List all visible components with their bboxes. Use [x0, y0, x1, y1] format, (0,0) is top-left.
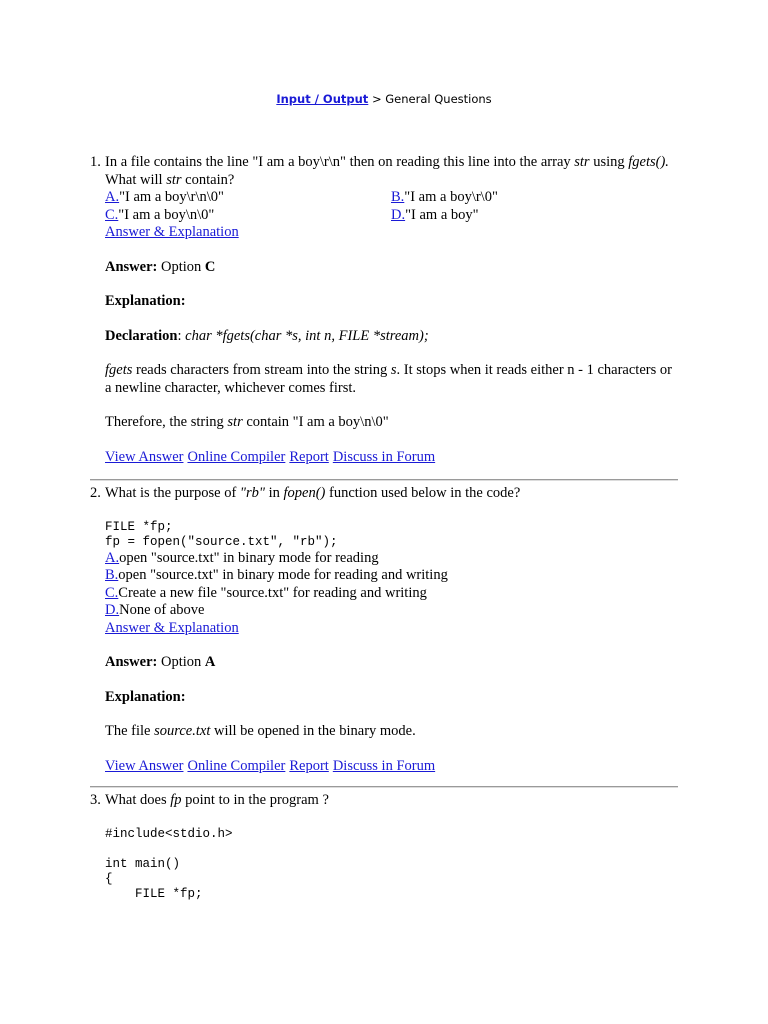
- answer-line: Answer: Option A: [105, 654, 216, 670]
- breadcrumb-separator: >: [371, 92, 382, 106]
- options-grid: [105, 189, 680, 224]
- question-text: What does fp point to in the program ?: [105, 792, 329, 808]
- online-compiler-link[interactable]: Online Compiler: [187, 757, 286, 774]
- view-answer-link[interactable]: View Answer: [105, 448, 184, 465]
- question-number: 3.: [90, 792, 101, 808]
- view-answer-link[interactable]: View Answer: [105, 757, 184, 774]
- report-link[interactable]: Report: [289, 448, 329, 465]
- option-a[interactable]: A.open "source.txt" in binary mode for reading: [105, 549, 379, 566]
- option-d[interactable]: D."I am a boy": [391, 206, 479, 223]
- report-link[interactable]: Report: [289, 757, 329, 774]
- divider: [90, 786, 678, 788]
- option-b[interactable]: B."I am a boy\r\0": [391, 189, 498, 205]
- option-d[interactable]: D.None of above: [105, 602, 205, 618]
- explanation-heading: Explanation:: [105, 293, 186, 309]
- question-number: 2.: [90, 485, 101, 501]
- breadcrumb: [0, 92, 768, 106]
- answer-explanation-link[interactable]: Answer & Explanation: [105, 619, 239, 636]
- discuss-forum-link[interactable]: Discuss in Forum: [332, 448, 436, 465]
- option-c-link[interactable]: C.: [105, 206, 119, 223]
- option-a[interactable]: A."I am a boy\r\n\0": [105, 189, 224, 205]
- question-text: What is the purpose of "rb" in fopen() function used below in the code?: [105, 485, 521, 501]
- question-3: [90, 792, 680, 902]
- option-b-link[interactable]: B.: [391, 189, 405, 205]
- code-block: #include<stdio.h> int main() { FILE *fp;: [105, 826, 233, 901]
- question-actions: [105, 449, 680, 467]
- answer-explanation-link[interactable]: Answer & Explanation: [105, 224, 239, 240]
- code-block: FILE *fp; fp = fopen("source.txt", "rb");: [105, 519, 338, 549]
- question-number: 1.: [90, 154, 101, 170]
- discuss-forum-link[interactable]: Discuss in Forum: [332, 757, 436, 774]
- online-compiler-link[interactable]: Online Compiler: [187, 448, 286, 465]
- option-a-link[interactable]: A.: [105, 189, 120, 205]
- option-a-link[interactable]: A.: [105, 549, 120, 566]
- answer-line: Answer: Option C: [105, 258, 216, 275]
- option-b-link[interactable]: B.: [105, 567, 119, 583]
- divider: [90, 479, 678, 481]
- option-c-link[interactable]: C.: [105, 584, 119, 601]
- explanation-paragraph: The file source.txt will be opened in the binary mode.: [105, 723, 416, 739]
- option-c[interactable]: C."I am a boy\n\0": [105, 206, 215, 223]
- option-c[interactable]: C.Create a new file "source.txt" for reading and writing: [105, 584, 427, 601]
- option-b[interactable]: B.open "source.txt" in binary mode for reading and writing: [105, 567, 448, 583]
- question-1: [90, 154, 680, 466]
- question-2: [90, 485, 680, 775]
- declaration-line: Declaration: char *fgets(char *s, int n, FILE *stream);: [105, 327, 429, 344]
- option-d-link[interactable]: D.: [105, 602, 120, 618]
- breadcrumb-section-link[interactable]: Input / Output: [276, 92, 369, 106]
- question-text: In a file contains the line "I am a boy\r\n" then on reading this line into the array str using fgets(). What will str contain?: [105, 154, 669, 188]
- option-d-link[interactable]: D.: [391, 206, 406, 223]
- question-actions: [105, 758, 680, 776]
- explanation-conclusion: Therefore, the string str contain "I am a boy\n\0": [105, 414, 389, 430]
- breadcrumb-current: General Questions: [385, 92, 492, 106]
- explanation-paragraph: fgets reads characters from stream into the string s. It stops when it reads either n - 1 characters or a newline character, whichever comes first.: [105, 362, 672, 396]
- explanation-heading: Explanation:: [105, 688, 186, 705]
